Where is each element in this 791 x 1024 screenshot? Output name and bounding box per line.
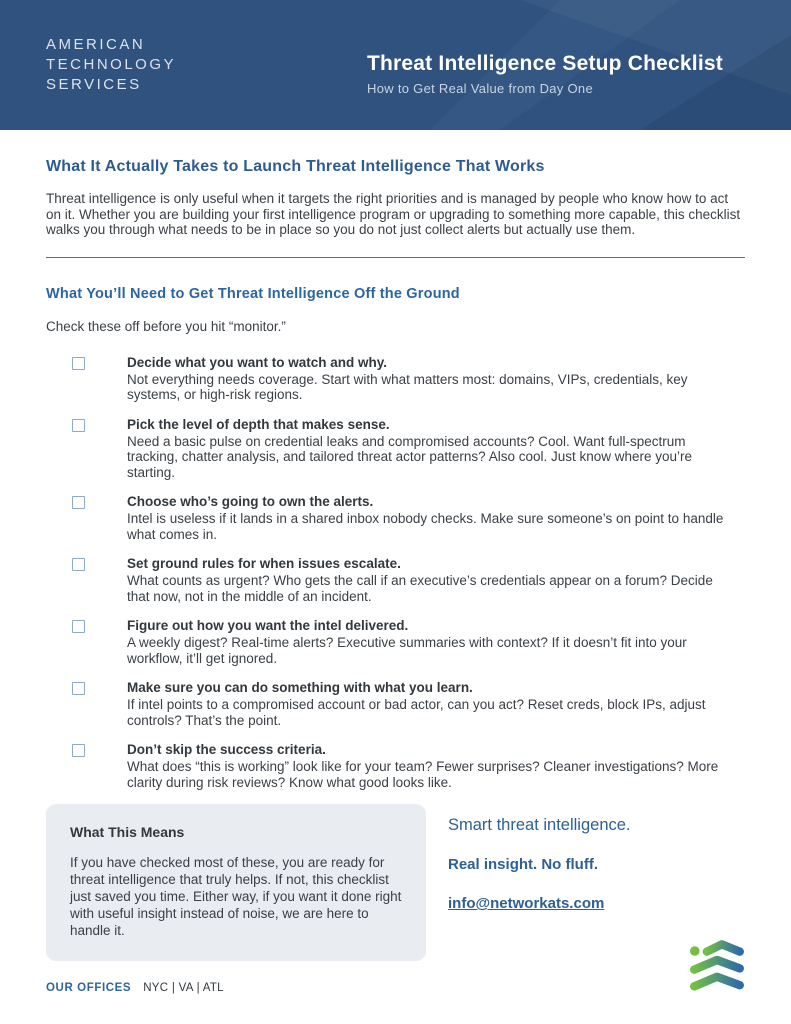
checklist-item-desc: If intel points to a compromised account or bad actor, can you act? Reset creds, block IPs, adjust controls? That’s the point. xyxy=(127,697,706,728)
checklist-instruction: Check these off before you hit “monitor.” xyxy=(46,318,286,334)
contact-email-link[interactable]: info@networkats.com xyxy=(448,895,605,912)
section-divider xyxy=(46,257,745,258)
summary-paragraph: If you have checked most of these, you are ready for threat intelligence that truly helps. If not, this checklist just saved you time. Either way, if you want it done right with useful insight instead of noise, we are here to handle it. xyxy=(70,855,402,938)
checklist-item xyxy=(46,494,745,542)
checklist-item-text xyxy=(127,618,727,666)
checklist-item xyxy=(46,556,745,604)
checkbox-icon[interactable] xyxy=(72,744,85,757)
checklist-item-title: Figure out how you want the intel delivered. xyxy=(127,618,409,633)
checklist-item xyxy=(46,742,745,790)
checklist-item-text xyxy=(127,556,727,604)
intro-paragraph: Threat intelligence is only useful when it targets the right priorities and is managed by people who know how to act on it. Whether you are building your first intelligence program or upgrading to something more capable, this checklist walks you through what needs to be in place so you do not just collect alerts but actually use them. xyxy=(46,191,741,237)
document-subtitle: How to Get Real Value from Day One xyxy=(367,81,593,96)
checklist-item-text xyxy=(127,355,727,403)
cta-tagline-2: Real insight. No fluff. xyxy=(448,856,598,873)
summary-heading: What This Means xyxy=(70,824,185,840)
checklist-item-title: Make sure you can do something with what you learn. xyxy=(127,680,473,695)
summary-callout-box xyxy=(46,804,426,961)
document-title: Threat Intelligence Setup Checklist xyxy=(367,52,723,75)
checkbox-icon[interactable] xyxy=(72,558,85,571)
company-logo-line1: AMERICAN xyxy=(46,36,146,53)
checklist-item-desc: A weekly digest? Real-time alerts? Executive summaries with context? If it doesn’t fit into your workflow, it’ll get ignored. xyxy=(127,635,687,666)
bottom-section xyxy=(46,804,745,961)
cta-tagline-1: Smart threat intelligence. xyxy=(448,816,631,834)
offices-value: NYC | VA | ATL xyxy=(143,982,224,994)
company-logo-line2: TECHNOLOGY xyxy=(46,56,177,73)
checklist-item-text xyxy=(127,742,727,790)
checklist xyxy=(46,355,745,791)
offices-label: OUR OFFICES xyxy=(46,982,132,994)
checklist-item-title: Decide what you want to watch and why. xyxy=(127,354,388,370)
checklist-item xyxy=(46,680,745,728)
footer xyxy=(46,982,224,994)
ats-chevron-logo-icon xyxy=(687,938,747,994)
checklist-item-desc: Need a basic pulse on credential leaks and compromised accounts? Cool. Want full-spectrum tracking, chatter analysis, and tailored threat actor patterns? Also cool. Just know where you’re starting. xyxy=(127,433,693,480)
checklist-heading: What You’ll Need to Get Threat Intelligence Off the Ground xyxy=(46,285,460,302)
checkbox-icon[interactable] xyxy=(72,620,85,633)
checklist-item-title: Choose who’s going to own the alerts. xyxy=(127,494,374,509)
main-content xyxy=(0,158,791,961)
company-logo-text xyxy=(46,35,176,95)
checklist-item-text xyxy=(127,417,727,481)
checkbox-icon[interactable] xyxy=(72,682,85,695)
checklist-item-desc: Intel is useless if it lands in a shared inbox nobody checks. Make sure someone’s on point to handle what comes in. xyxy=(127,511,724,542)
header-banner xyxy=(0,0,791,130)
checkbox-icon[interactable] xyxy=(72,496,85,509)
checklist-item-title: Don’t skip the success criteria. xyxy=(127,742,326,757)
checkbox-icon[interactable] xyxy=(72,419,85,432)
checklist-item xyxy=(46,355,745,403)
company-logo-line3: SERVICES xyxy=(46,76,142,93)
checklist-item-desc: Not everything needs coverage. Start with what matters most: domains, VIPs, credentials, key systems, or high-risk regions. xyxy=(127,371,688,402)
checklist-item-title: Set ground rules for when issues escalate. xyxy=(127,556,401,571)
checklist-item-desc: What does “this is working” look like for your team? Fewer surprises? Cleaner investigations? More clarity during risk reviews? Know what good looks like. xyxy=(127,759,719,790)
checklist-item-title: Pick the level of depth that makes sense. xyxy=(127,416,390,432)
cta-block xyxy=(448,804,631,913)
checklist-item xyxy=(46,417,745,481)
checklist-item xyxy=(46,618,745,666)
intro-heading: What It Actually Takes to Launch Threat Intelligence That Works xyxy=(46,158,545,175)
checkbox-icon[interactable] xyxy=(72,357,85,370)
checklist-item-text xyxy=(127,494,727,542)
checklist-item-text xyxy=(127,680,727,728)
checklist-item-desc: What counts as urgent? Who gets the call if an executive’s credentials appear on a forum? Decide that now, not in the middle of an incident. xyxy=(127,573,713,604)
